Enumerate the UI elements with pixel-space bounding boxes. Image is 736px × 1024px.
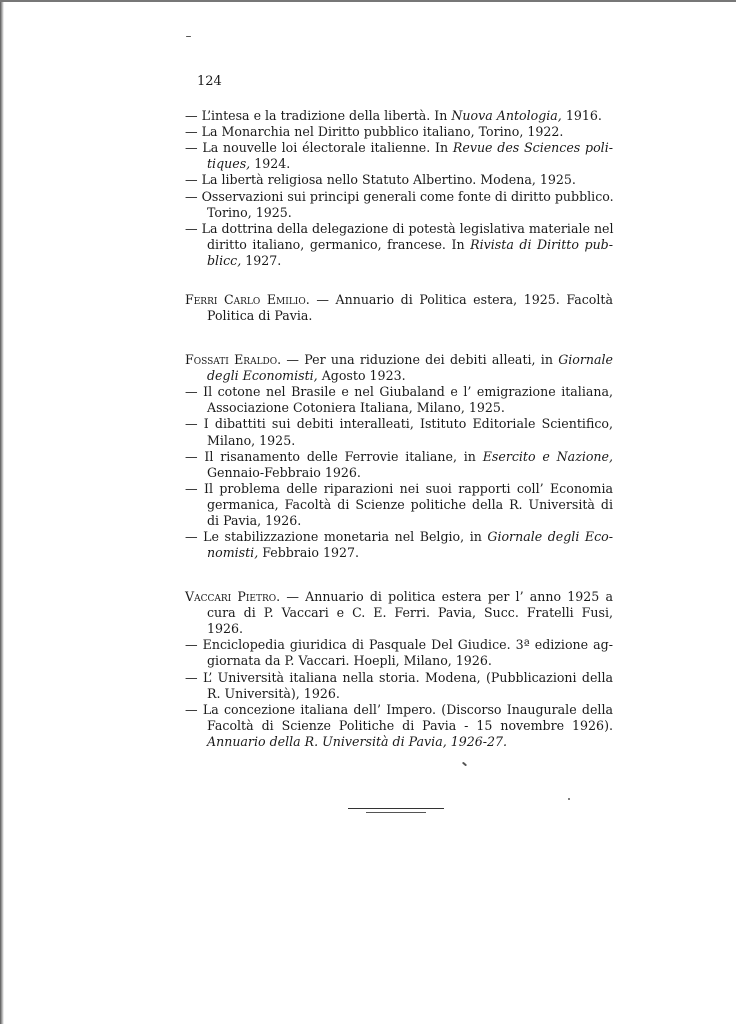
entry-continuation-line (207, 686, 613, 702)
entry-text: — Enciclopedia giuridica di Pasquale Del Giudice. 3ª edizione ag- (185, 637, 613, 653)
publication-title: Annuario della R. Università di Pavia, 1926-27. (207, 733, 508, 749)
publication-title: tiques, (207, 156, 251, 172)
entry-text: — Annuario di Politica estera, 1925. Facoltà (309, 292, 613, 307)
entry-text: Torino, 1925. (207, 204, 292, 220)
entry-text: — I dibattiti sui debiti interalleati, Istituto Editoriale Scientifico, (185, 416, 613, 432)
entry-text: Associazione Cotoniera Italiana, Milano, 1925. (207, 400, 505, 416)
entry-line (185, 637, 613, 653)
entry-continuation-line (207, 621, 613, 637)
entry-continuation-line (207, 734, 613, 750)
entry-continuation-line (207, 433, 613, 449)
author-name: Ferri Carlo Emilio. (185, 292, 310, 307)
entry-continuation-line (207, 368, 613, 384)
publication-title: nomisti, (207, 545, 259, 561)
entry-text: diritto italiano, germanico, francese. In (207, 236, 471, 252)
scan-speck (186, 36, 191, 37)
end-rule-short (366, 812, 426, 813)
entry-line (185, 529, 613, 545)
scan-speck (568, 798, 570, 800)
entry-text: 1927. (241, 252, 282, 268)
entry-text: — Annuario di politica estera per l’ anno 1925 a (280, 589, 613, 604)
entry-continuation-line (207, 237, 613, 253)
publication-title: blicc, (207, 252, 242, 268)
entry-text: — L’ Università italiana nella storia. Modena, (Pubblicazioni della (185, 669, 613, 685)
entry-line (185, 352, 613, 368)
entry-continuation-line (207, 605, 613, 621)
entry-text: — Il risanamento delle Ferrovie italiane, in (185, 448, 483, 464)
scan-edge-top (0, 0, 736, 2)
entry-text: — Osservazioni sui principi generali come fonte di diritto pubblico. (185, 188, 614, 204)
entry-line (185, 221, 613, 237)
entry-continuation-line (207, 653, 613, 669)
entry-text: — La dottrina della delegazione di potestà legislativa materiale nel (185, 220, 614, 236)
end-rule (348, 808, 444, 809)
entry-text: cura di P. Vaccari e C. E. Ferri. Pavia, Succ. Fratelli Fusi, (207, 605, 613, 621)
publication-title: Giornale degli Eco- (487, 529, 613, 545)
publication-title: degli Economisti, (207, 368, 318, 384)
entry-line (185, 670, 613, 686)
entry-text: — Il cotone nel Brasile e nel Giubaland e l’ emigrazione italiana, (185, 384, 613, 400)
author-name: Fossati Eraldo. (185, 352, 282, 367)
entry-continuation-line (207, 253, 613, 269)
entry-line (185, 384, 613, 400)
entry-text: Facoltà di Scienze Politiche di Pavia - 15 novembre 1926). (207, 717, 613, 733)
entry-text: Febbraio 1927. (258, 545, 360, 561)
author-name: Vaccari Pietro. (185, 589, 281, 604)
entry-continuation-line (207, 497, 613, 513)
entry-continuation-line (207, 513, 613, 529)
entry-text: — La libertà religiosa nello Statuto Albertino. Modena, 1925. (185, 172, 576, 188)
publication-title: Giornale (558, 352, 613, 367)
entry-text: — L’intesa e la tradizione della libertà. In (185, 108, 452, 123)
entry-line (185, 449, 613, 465)
entry-text: — La Monarchia nel Diritto pubblico italiano, Torino, 1922. (185, 124, 564, 140)
entry-line (185, 172, 613, 188)
entry-line (185, 481, 613, 497)
entry-continuation-line (207, 400, 613, 416)
entry-line (185, 108, 613, 124)
entry-continuation-line (207, 308, 613, 324)
entry-text: di Pavia, 1926. (207, 513, 302, 528)
entry-text: Milano, 1925. (207, 432, 296, 448)
entry-text: — La concezione italiana dell’ Impero. (Discorso Inaugurale della (185, 701, 613, 717)
publication-title: Rivista di Diritto pub- (470, 236, 613, 252)
entry-text: 1924. (250, 156, 291, 172)
entry-text: — Le stabilizzazione monetaria nel Belgio, in (185, 529, 488, 545)
entry-line (185, 589, 613, 605)
publication-title: Nuova Antologia, (451, 108, 562, 123)
entry-text: 1916. (561, 108, 602, 123)
entry-continuation-line (207, 718, 613, 734)
entry-continuation-line (207, 465, 613, 481)
entry-text: 1926. (207, 621, 244, 637)
entry-line (185, 189, 613, 205)
entry-text: Politica di Pavia. (207, 308, 313, 324)
entry-line (185, 124, 613, 140)
entry-text: — Il problema delle riparazioni nei suoi rapporti coll’ Economia (185, 480, 613, 496)
entry-text: R. Università), 1926. (207, 685, 340, 701)
entry-text: Agosto 1923. (317, 368, 406, 384)
entry-text: — La nouvelle loi électorale italienne. In (185, 140, 453, 156)
entry-continuation-line (207, 205, 613, 221)
entry-text: — Per una riduzione dei debiti alleati, in (281, 352, 559, 367)
publication-title: Esercito e Nazione, (482, 448, 613, 464)
scan-speck (462, 762, 467, 767)
entry-text: germanica, Facoltà di Scienze politiche della R. Università di (207, 496, 613, 512)
entry-line (185, 140, 613, 156)
entry-text: giornata da P. Vaccari. Hoepli, Milano, 1926. (207, 653, 492, 669)
entry-continuation-line (207, 545, 613, 561)
entry-line (185, 702, 613, 718)
publication-title: Revue des Sciences poli- (452, 140, 613, 156)
entry-continuation-line (207, 156, 613, 172)
entry-text: Gennaio-Febbraio 1926. (207, 464, 361, 480)
entry-line (185, 416, 613, 432)
page-number: 124 (197, 74, 222, 89)
entry-line (185, 292, 613, 308)
scan-edge (0, 0, 4, 1024)
